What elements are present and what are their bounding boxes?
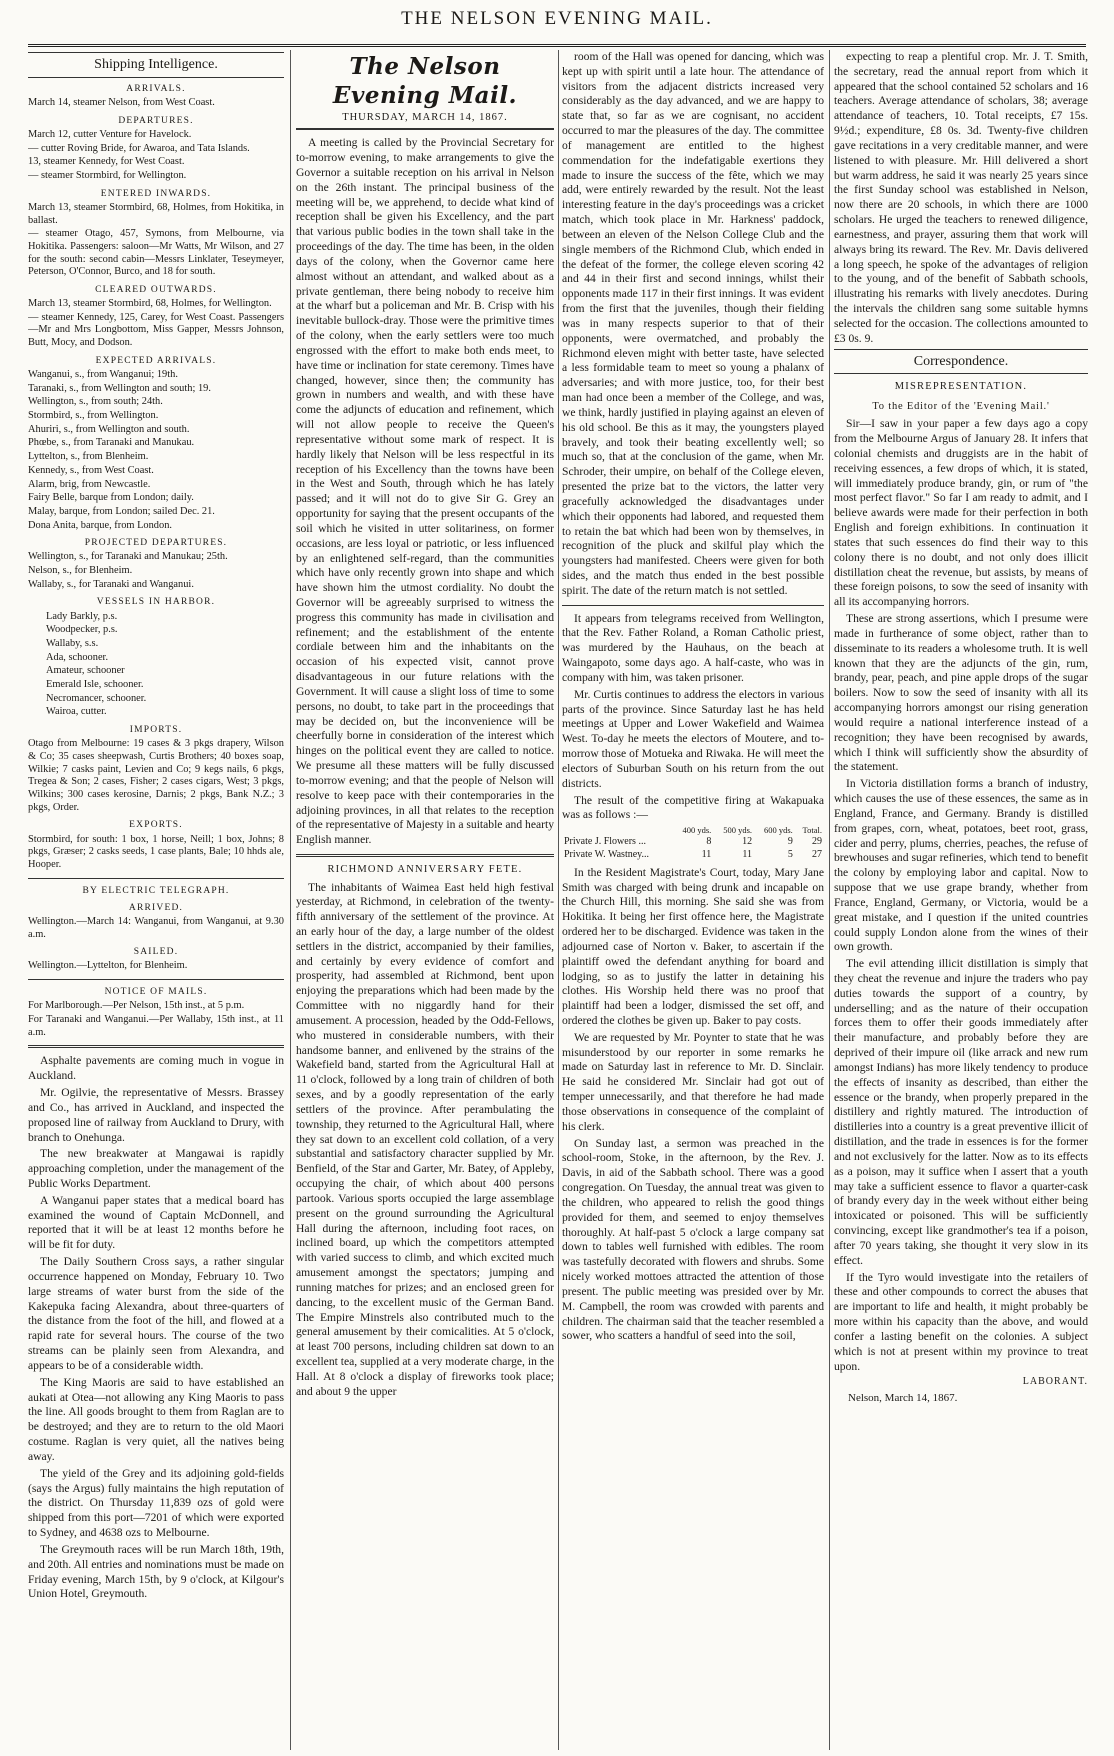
- column-rule: [829, 50, 830, 1750]
- score-header-cell: 600 yds.: [764, 825, 793, 836]
- paragraph: We are requested by Mr. Poynter to state that he was misunderstood by our reporter in some remarks he made on Saturday last in reference to Mr. D. Sinclair. He said he considered Mr. Sinclair had got out of temper unnecessarily, and that therefore he had made those observations in consequence of the complaint of his clerk.: [562, 1030, 824, 1133]
- paragraph: The King Maoris are said to have established an aukati at Otea—not allowing any King Maoris to pass the line. All goods brought to them from Raglan are to be destroyed; and they are to return to the old Maori costume. Raglan is very quiet, all the natives being away.: [28, 1375, 284, 1463]
- list-entry: Wanganui, s., from Wanganui; 19th.: [28, 369, 178, 380]
- correspondence-title: Correspondence.: [834, 349, 1088, 375]
- list-entry: Wairoa, cutter.: [46, 706, 107, 718]
- mails-list: [28, 1000, 284, 1039]
- arrivals-heading: ARRIVALS.: [126, 83, 186, 94]
- paragraph: These are strong assertions, which I presume were made in furtherance of some object, rather than to disseminate to its readers a wholesome truth. It is well known that they are the adjuncts of the gin, rum, brandy, pear, peach, and pine apple drops of the sugar boilers. Now to sow the seed of insanity with all its accompanying horrors amongst our rising generation would require a national interference instead of a recognition; they have been recognised by awards, which I think will sufficiently show the absurdity of the statement.: [834, 612, 1088, 774]
- list-entry: Wallaby, s.s.: [46, 638, 99, 649]
- list-entry: Amateur, schooner: [46, 665, 125, 677]
- divider: [28, 1045, 284, 1048]
- tel-arrived-heading: ARRIVED.: [128, 902, 184, 913]
- column-3: [562, 50, 824, 1750]
- masthead-rule: [28, 44, 1086, 47]
- list-entry: Kennedy, s., from West Coast.: [28, 464, 154, 476]
- exports-text: Stormbird, for south: 1 box, 1 horse, Neill; 1 box, Johns; 8 pkgs, Græser; 2 casks seeds, 1 case plants, Bale; 10 hhds ale, Hooper.: [28, 833, 284, 870]
- cleared-heading: CLEARED OUTWARDS.: [95, 284, 217, 295]
- paragraph: It appears from telegrams received from Wellington, that the Rev. Father Roland, a Roman Catholic priest, was murdered by the Hauhaus, on the beach at Waingapoto, some days ago. A half-caste, who was in company with him, was taken prisoner.: [562, 611, 824, 684]
- list-entry: Emerald Isle, schooner.: [46, 679, 144, 691]
- column-rule: [290, 50, 291, 1750]
- letter-address: To the Editor of the 'Evening Mail.': [872, 400, 1050, 412]
- list-entry: Wellington, s., from south; 24th.: [28, 396, 163, 408]
- list-entry: Alarm, brig, from Newcastle.: [28, 478, 151, 490]
- score-cell: 29: [812, 836, 822, 848]
- paragraph: expecting to reap a plentiful crop. Mr. J. T. Smith, the secretary, read the annual report from which it appeared that the school contained 52 scholars and 16 teachers. Average attendance of scholars, 38; average attendance of teachers, 10. Total receipts, £7 15s. 9½d.; expenditure, £8 0s. 3d. Twenty-five children gave recitations in a very creditable manner, and were listened to with pleasure. Mr. Hill delivered a short but warm address, he said it was nearly 25 years since the first Sunday school was established in Nelson, now there are 20 schools, in which there are 1000 scholars. He urged the teachers to renewed diligence, earnestness, and prayer, assuring them that work will always bring its reward. The Rev. Mr. Davis delivered a long speech, he spoke of the advantages of religion to the young, and of the benefit of Sabbath schools, illustrating his remarks with lively anecdotes. During the intervals the children sang some suitable hymns selected for the occasion. The collections amounted to £3 0s. 9.: [834, 50, 1088, 345]
- divider: [562, 605, 824, 606]
- expected-list: [28, 369, 284, 532]
- paragraph: If the Tyro would investigate into the retailers of these and other compounds to correct the abuses that are important to life and health, it might probably be more within his capacity than the above, and would confer a lasting benefit on the colonies. A subject which is not at present within my province to treat upon.: [834, 1270, 1088, 1373]
- paragraph: A Wanganui paper states that a medical board has examined the wound of Captain McDonnell, and reported that it will be at least 12 months before he will be fit for duty.: [28, 1193, 284, 1252]
- score-header-row: [562, 825, 824, 836]
- paragraph: Sir—I saw in your paper a few days ago a copy from the Melbourne Argus of January 28. It infers that colonial chemists and druggists are in the habit of receiving essences, a few drops of which, it is stated, will immediately produce brandy, gin, or rum of "the most perfect flavor." So far I am ready to admit, and I believe awards were made for their perfection in both English and foreign exhibitions. In continuation it states that such essences do find their way to this colony there is no doubt, and not only does illicit distillation cheat the revenue, but assists, by means of these foreign poisons, to sow the seed of insanity with all its accompanying horrors.: [834, 417, 1088, 609]
- list-entry: Necromancer, schooner.: [46, 692, 147, 704]
- list-entry: March 14, steamer Nelson, from West Coast.: [28, 97, 215, 109]
- fete-article: [296, 881, 554, 1400]
- score-cell: 12: [742, 836, 753, 848]
- paragraph: The Daily Southern Cross says, a rather singular occurrence happened on Monday, February 10. Two large streams of water burst from the side of the Kakepuka facing Alexandra, about three-quarters of the distance from the foot of the hill, and flowed at a rapid rate for several hours. The course of the two streams can be plainly seen from Alexandra, and appears to be of a considerable width.: [28, 1255, 284, 1372]
- list-entry: March 13, steamer Stormbird, 68, Holmes, from Hokitika, in ballast.: [28, 201, 284, 226]
- editorial: [296, 136, 554, 848]
- score-cell: 11: [742, 848, 753, 860]
- divider: [296, 854, 554, 857]
- departures-heading: DEPARTURES.: [118, 115, 194, 126]
- column-2: [296, 50, 554, 1750]
- score-cell: Private W. Wastney...: [564, 848, 650, 860]
- list-entry: Lady Barkly, p.s.: [46, 610, 118, 622]
- cleared-list: [28, 298, 284, 350]
- list-entry: March 13, steamer Stormbird, 68, Holmes, for Wellington.: [28, 298, 272, 310]
- school-continued: [834, 50, 1088, 347]
- letter-body: [834, 417, 1088, 1374]
- column-rule: [558, 50, 559, 1750]
- arrivals-list: [28, 97, 284, 110]
- score-cell: 8: [706, 836, 712, 848]
- news-items-2: [562, 866, 824, 1345]
- list-entry: Woodpecker, p.s.: [46, 624, 118, 636]
- mails-heading: NOTICE OF MAILS.: [104, 987, 208, 998]
- list-entry: Nelson, s., for Blenheim.: [28, 565, 133, 577]
- paragraph: A meeting is called by the Provincial Secretary for to-morrow evening, to make arrangements to give the Governor a suitable reception on his arrival in Nelson on the 26th instant. The principal business of the meeting will be, we apprehend, to decide what kind of reception shall be given his Excellency, and the part that various public bodies in the town shall take in the proceedings of the day. The time has been, in the olden days of the colony, when the Governor came here almost without an attendant, and walked about as a private gentleman, there being nobody to receive him at the wharf but a policeman and Mr. B. Crisp with his inevitable bullock-dray. Those were the primitive times of the colony, when the early settlers were too much engrossed with the effort to make both ends meet, to have time or inclination for state ceremony. Times have changed, however, since then; the community has grown in numbers and wealth, and with these have come the adjuncts of education and refinement, which will not allow people to receive the Queen's representative without some mark of respect. It is hardly likely that Nelson will be less respectful in its reception of his Excellency than the towns have been in the West and South, through which he has lately passed; and it will not do to give Sir G. Grey an opportunity for saying that the present occupants of the soil which he visited in utter solitariness, on former occasions, are less loyal or patriotic, or less influenced by an enlightened self-regard, than the communities which have only recently grown into shape and which have shown him the utmost cordiality. No doubt the Governor will be agreeably surprised to witness the progress this community has made in civilisation and refinement; and the establishment of the entente cordiale between him and the inhabitants on the occasion of his expected visit, cannot prove disadvantageous in our future relations with the Government. It will cause a slight loss of time to some persons, no doubt, to take part in the proceedings that may be decided on, but the inconvenience will be cheerfully borne in consideration of the interest which hinges on the political event they are called to notice. We presume all these matters will be fully discussed to-morrow evening; and that the people of Nelson will resolve to keep pace with their contemporaries in the adjoining provinces, in all that relates to the reception of the representative of Majesty in a suitable and hearty English manner.: [296, 136, 554, 847]
- masthead: THE NELSON EVENING MAIL.: [401, 8, 713, 29]
- list-entry: Wallaby, s., for Taranaki and Wanganui.: [28, 578, 194, 590]
- list-entry: Dona Anita, barque, from London.: [28, 519, 172, 531]
- paragraph: On Sunday last, a sermon was preached in the school-room, Stoke, in the afternoon, by the Rev. J. Davis, in aid of the Sabbath school. There was a good congregation. On Tuesday, the annual treat was given to the children, who appeared to relish the good things provided for them, and seemed to enjoy themselves thoroughly. At half-past 5 o'clock a large company sat down to tables well furnished with edibles. The room was tastefully decorated with flowers and shrubs. Some nicely worked mottoes attracted the attention of those present. The public meeting was presided over by Mr. M. Campbell, the room was crowded with parents and children. The chairman said that the teacher resembled a sower, who scatters a handful of seed into the soil,: [562, 1136, 824, 1343]
- list-entry: Fairy Belle, barque from London; daily.: [28, 492, 194, 504]
- news-items: [562, 612, 824, 824]
- list-entry: For Marlborough.—Per Nelson, 15th inst., at 5 p.m.: [28, 1000, 245, 1012]
- fete-heading: RICHMOND ANNIVERSARY FETE.: [327, 864, 523, 876]
- paragraph: Asphalte pavements are coming much in vogue in Auckland.: [28, 1054, 284, 1083]
- list-entry: Ada, schooner.: [46, 651, 109, 663]
- list-entry: March 12, cutter Venture for Havelock.: [28, 128, 192, 140]
- score-cell: 27: [812, 848, 822, 860]
- news-list: [28, 1054, 284, 1602]
- list-entry: — steamer Kennedy, 125, Carey, for West Coast. Passengers—Mr and Mrs Longbottom, Miss Gapper, Messrs Johnson, Butt, Mocy, and Dodson.: [28, 311, 284, 349]
- projected-heading: PROJECTED DEPARTURES.: [84, 538, 228, 549]
- tel-sailed-heading: SAILED.: [133, 947, 179, 958]
- paragraph: In Victoria distillation forms a branch of industry, which causes the use of these essences, the same as in England, France, and Germany. Brandy is distilled from grapes, corn, wheat, potatoes, beet root, grass, cider and perry, plums, cherries, peaches, the refuse of brewhouses and sugar refineries, which tend to benefit the colony by employing labor and capital. Now to suppose that we use grape brandy, whether from France, England, Germany, or Victoria, would be a great mistake, and I question if the united countries could supply London alone from the wines of their own growth.: [834, 777, 1088, 954]
- expected-heading: EXPECTED ARRIVALS.: [95, 355, 217, 366]
- list-entry: Ahuriri, s., from Wellington and south.: [28, 423, 190, 435]
- paragraph: The yield of the Grey and its adjoining gold-fields (says the Argus) fully maintains the high reputation of the district. On Thursday 11,839 ozs of gold were shipped from this port—7201 of which were exported to Sydney, and 4638 ozs to Melbourne.: [28, 1466, 284, 1540]
- vessels-heading: VESSELS IN HARBOR.: [96, 597, 216, 608]
- score-cell: 9: [787, 836, 793, 848]
- projected-list: [28, 551, 284, 591]
- paragraph: Mr. Ogilvie, the representative of Messrs. Brassey and Co., has arrived in Auckland, and inspected the proposed line of railway from Auckland to Drury, with branch to Onehunga.: [28, 1086, 284, 1144]
- signature-dateline: Nelson, March 14, 1867.: [848, 1392, 958, 1405]
- imports-heading: IMPORTS.: [129, 725, 183, 736]
- list-entry: Stormbird, s., from Wellington.: [28, 410, 159, 422]
- list-entry: For Taranaki and Wanganui.—Per Wallaby, 15th inst., at 11 a.m.: [28, 1014, 284, 1038]
- score-cell: 11: [701, 848, 712, 860]
- score-cell: Private J. Flowers ...: [564, 836, 646, 848]
- score-header-cell: [562, 825, 673, 836]
- list-entry: — steamer Otago, 457, Symons, from Melbourne, via Hokitika. Passengers: saloon—Mr Watts, Mr Wilson, and 27 for the south: second cabin—Messrs Linklater, Teseymeyer, Peterson, O'Connor, Burco, and 18 for south.: [28, 228, 284, 278]
- score-row: [562, 849, 824, 862]
- paragraph: The inhabitants of Waimea East held high festival yesterday, at Richmond, in celebration of the twenty-fifth anniversary of the settlement of the province. At an early hour of the day, a large number of the oldest settlers in the district, accompanied by their families, and certainly by every evidence of comfort and prosperity, had assembled at Richmond, bent upon enjoying the preparations which had been made by the Committee with no niggardly hand for their amusement. A procession, headed by the Odd-Fellows, who mustered in considerable numbers, with their handsome banner, and enlivened by the strains of the Wakefield band, started from the Agricultural Hall at 11 o'clock, followed by a long train of children of both sexes, and by a goodly representation of the early settlers of the province. After perambulating the township, they returned to the Agricultural Hall, where they sat down to an excellent cold collation, of a very substantial and satisfactory character supplied by Mr. Benfield, of the Star and Garter, Mr. Batey, of Appleby, occupying the chair, of which about 400 persons partook. Various sports occupied the large assemblage present on the ground surrounding the Agricultural Hall during the afternoon, including foot races, on inclined board, up which the competitors attempted with varied success to climb, and which excited much amusement amongst the spectators; jumping and running matches for prizes; and an enclosed green for dancing, to the excellent music of the German Band. The Empire Minstrels also contributed much to the general amusement by their comicalities. At 5 o'clock, at least 700 persons, including children sat down to an excellent tea, supplied at a very moderate charge, in the Hall. At 8 o'clock a display of fireworks took place; and about 9 the upper: [296, 880, 554, 1398]
- departures-list: [28, 129, 284, 183]
- paragraph: room of the Hall was opened for dancing, which was kept up with spirit until a late hour. The attendance of visitors from the adjacent districts increased very considerably as the day advanced, and we are happy to state that, so far as we are cognisant, no accident occurred to mar the pleasures of the day. The committee of management are entitled to the highest commendation for the indefatigable exertions they made to insure the success of the fête, which we may add, were entirely rewarded by the result. Not the least interesting feature in the day's proceedings was a cricket match, which took place in Mr. Harkness' paddock, between an eleven of the Nelson College Club and the single members of the Richmond Club, which ended in the defeat of the former, the college eleven scoring 42 and 44 in their first and second innings, whilst their opponents made 117 in their first innings. It was evident from the first that the juveniles, though their fielding was in many respects superior to that of their opponents, were overmatched, and probably the Richmond eleven might with better taste, have selected a less formidable team to meet so young a phalanx of adversaries; and with more justice, too, for their best man had once been a member of the College, and was, we think, hardly justified in playing against an eleven of his old school. Be this as it may, the youngsters played bravely, and took their beating excellently well; so much so, that at the conclusion of the game, when Mr. Schroder, their umpire, on behalf of the College eleven, presented the prize bat to the victors, the latter very gracefully acknowledged the disadvantages under which their opponents had labored, and requested them to retain the bat which had been won by themselves, in recognition of the pluck and skilful play which the youngsters had manifested. Cheers were given for both sides, and the match thus ended in the best possible spirit. The date of the return match is not settled.: [562, 50, 824, 597]
- score-table: [562, 825, 824, 861]
- score-header-cell: Total.: [802, 825, 822, 836]
- signature: LABORANT.: [1022, 1376, 1088, 1388]
- list-entry: Lyttelton, s., from Blenheim.: [28, 451, 149, 463]
- entered-heading: ENTERED INWARDS.: [100, 188, 212, 199]
- list-entry: — steamer Stormbird, for Wellington.: [28, 169, 187, 181]
- entered-list: [28, 202, 284, 279]
- divider: [28, 979, 284, 980]
- imports-text: Otago from Melbourne: 19 cases & 3 pkgs drapery, Wilson & Co; 35 cases sheepwash, Curtis Brothers; 40 boxes soap, Wilkie; 7 casks paint, Levien and Co; 9 kegs nails, 6 pkgs, Tregea & Son; 2 cases, Fisher; 2 cases cigars, West; 3 pkgs, Wilkins; 300 cases kerosine, Darnis; 2 pkgs, Bank N.Z.; 3 pkgs, Order.: [28, 738, 284, 813]
- paragraph: The Greymouth races will be run March 18th, 19th, and 20th. All entries and nominations must be made on Friday evening, March 15th, by 9 o'clock, at Kilgour's Union Hotel, Greymouth.: [28, 1542, 284, 1601]
- score-header-cell: 500 yds.: [723, 825, 753, 836]
- score-cell: 5: [787, 848, 793, 860]
- list-entry: Wellington, s., for Taranaki and Manukau; 25th.: [28, 551, 228, 563]
- list-entry: — cutter Roving Bride, for Awaroa, and Tata Islands.: [28, 142, 250, 154]
- column-4: [834, 50, 1088, 1750]
- paragraph: In the Resident Magistrate's Court, today, Mary Jane Smith was charged with being drunk and incapable on the Church Hill, this morning. She said she was from Hokitika. It being her first offence here, the Magistrate ordered her to be discharged. Evidence was taken in the adjourned case of Norton v. Baker, to ascertain if the plaintiff owed the defendant anything for board and lodging, so as to justify the latter in detaining his clothes. His Worship held there was no proof that plaintiff had been a lodger, dismissed the set off, and ordered the clothes be given up. Baker to pay costs.: [562, 865, 824, 1027]
- score-header-cell: 400 yds.: [682, 825, 712, 836]
- shipping-title: Shipping Intelligence.: [28, 52, 284, 78]
- dateline: THURSDAY, MARCH 14, 1867.: [296, 111, 554, 130]
- letter-heading: MISREPRESENTATION.: [894, 381, 1028, 393]
- score-row: [562, 836, 824, 849]
- exports-heading: EXPORTS.: [129, 820, 183, 831]
- vessels-list: [28, 611, 284, 720]
- list-entry: Malay, barque, from London; sailed Dec. 21.: [28, 505, 215, 517]
- paragraph: The evil attending illicit distillation is simply that they cheat the revenue and injure the traders who pay duties towards the support of a country, by underselling; and as the nature of their occupation forces them to offer their goods immediately after their manufacture, and probably before they are deprived of their impure oil (like arrack and new rum amongst Indians) has more likely tendency to produce the effects of insanity as described, than either the essence or the brandy, when properly prepared in the distillery and rightly matured. The introduction of distilleries into a country is a great preventive illicit of distillation, and the trade in essences is for the former and not exclusively for the latter. Now as to its effects as a poison, may it suffice when I assert that a youth may take a sufficient essence to flavor a quarter-cask of brandy every day in the week without either being intoxicated or poisoned. This will be sufficiently convincing, except like grandmother's tea if a poison, after 70 years taking, she thought it very slow in its effect.: [834, 957, 1088, 1267]
- tel-arrived-text: Wellington.—March 14: Wanganui, from Wanganui, at 9.30 a.m.: [28, 915, 284, 940]
- list-entry: Phœbe, s., from Taranaki and Manukau.: [28, 437, 195, 449]
- telegraph-heading: BY ELECTRIC TELEGRAPH.: [82, 885, 230, 896]
- divider: [28, 878, 284, 879]
- paper-title: The Nelson Evening Mail.: [332, 53, 518, 110]
- column-1: [28, 50, 284, 1750]
- tel-sailed-text: Wellington.—Lyttelton, for Blenheim.: [28, 960, 188, 972]
- fete-continued: [562, 50, 824, 599]
- paragraph: The result of the competitive firing at Wakapuaka was as follows :—: [562, 793, 824, 822]
- list-entry: Taranaki, s., from Wellington and south; 19.: [28, 382, 211, 394]
- list-entry: 13, steamer Kennedy, for West Coast.: [28, 156, 185, 168]
- paragraph: The new breakwater at Mangawai is rapidly approaching completion, under the management of the Public Works Department.: [28, 1147, 284, 1190]
- paragraph: Mr. Curtis continues to address the electors in various parts of the province. Since Saturday last he has held meetings at Upper and Lower Wakefield and Waimea West. To-day he meets the electors of Moutere, and to-morrow those of Motueka and Riwaka. He will meet the electors of Suburban South on his return from the out districts.: [562, 687, 824, 790]
